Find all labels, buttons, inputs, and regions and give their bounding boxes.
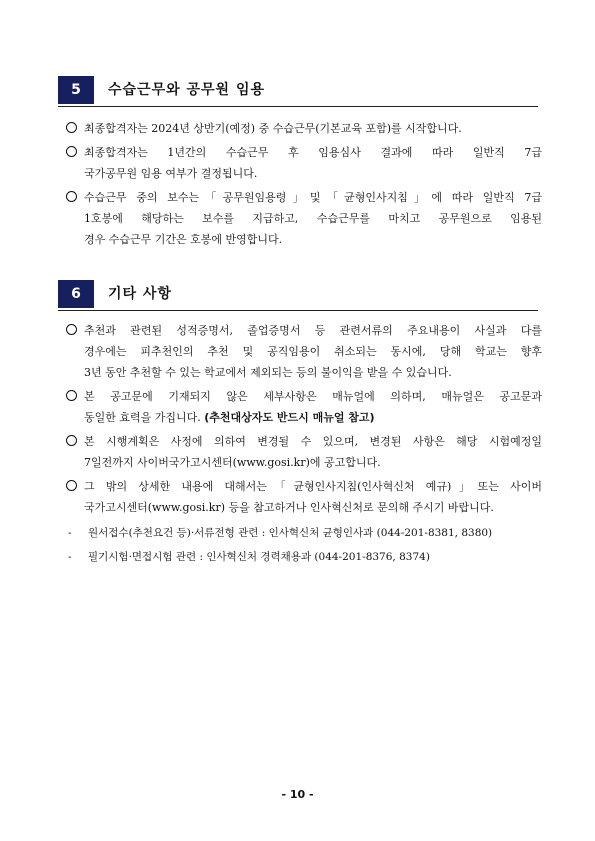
manual-effect-text: 동일한 효력을 가집니다. [84,411,201,424]
dash-bullet-icon: - [68,527,72,539]
list-item-text: 수습근무 중의 보수는「공무원임용령」및「균형인사지침」에 따라 일반직 7급 [84,191,542,204]
section-title: 수습근무와 공무원 임용 [108,82,265,98]
list-item-text: 그 밖의 상세한 내용에 대해서는「균형인사지침(인사혁신처 예규)」또는 사이버 [84,480,542,493]
circle-bullet-icon [66,324,77,335]
list-item-text: 3년 동안 추천할 수 있는 학교에서 제외되는 등의 불이익을 받을 수 있습니다. [84,366,452,379]
contact-text: 원서접수(추천요건 등)·서류전형 관련 : 인사혁신처 균형인사과 (044-201-8381, 8380) [88,527,493,539]
list-item-text: 본 공고문에 기재되지 않은 세부사항은 매뉴얼에 의하며, 매뉴얼은 공고문과 [84,390,542,403]
list-item-text: 국가고시센터(www.gosi.kr) 등을 참고하거나 인사혁신처로 문의해 주시기 바랍니다. [84,501,494,514]
circle-bullet-icon [66,435,77,446]
section-5-header [58,76,538,104]
section-title: 기타 사항 [108,286,172,302]
section-6-header [58,280,538,308]
dash-bullet-icon: - [68,551,72,563]
list-item-text: 본 시행계획은 사정에 의하여 변경될 수 있으며, 변경된 사항은 해당 시험예정일 [84,435,542,448]
list-item-text: 국가공무원 임용 여부가 결정됩니다. [84,167,258,180]
list-item-text: 7일전까지 사이버국가고시센터(www.gosi.kr)에 공고합니다. [84,456,381,469]
list-item [64,118,542,139]
list-item-text: 1호봉에 해당하는 보수를 지급하고, 수습근무를 마치고 공무원으로 임용된 [84,212,542,225]
list-item [64,476,542,518]
circle-bullet-icon [66,191,77,202]
section-5-list [64,118,542,253]
list-item-text: 최종합격자는 2024년 상반기(예정) 중 수습근무(기본교육 포함)를 시작합니다. [84,122,462,135]
list-item [64,386,542,428]
list-item-text: 추천과 관련된 성적증명서, 졸업증명서 등 관련서류의 주요내용이 사실과 다를 [84,324,542,337]
contact-item [64,545,542,569]
contact-text: 필기시험·면접시험 관련 : 인사혁신처 경력채용과 (044-201-8376, 8374) [88,551,430,563]
section-divider [58,310,538,311]
page-number: - 10 - [281,788,314,801]
section-number: 5 [58,76,94,104]
circle-bullet-icon [66,390,77,401]
circle-bullet-icon [66,146,77,157]
list-item [64,320,542,383]
list-item-text: 최종합격자는 1년간의 수습근무 후 임용심사 결과에 따라 일반직 7급 [84,146,542,159]
list-item-text: 경우 수습근무 기간은 호봉에 반영합니다. [84,233,283,246]
section-6-list [64,320,542,569]
section-number: 6 [58,280,94,308]
emphasis-note: (추천대상자도 반드시 매뉴얼 참고) [204,411,375,424]
list-item-text [84,407,542,428]
contact-item [64,521,542,545]
circle-bullet-icon [66,480,77,491]
list-item [64,187,542,250]
list-item [64,431,542,473]
list-item-text: 경우에는 피추천인의 추천 및 공직임용이 취소되는 동시에, 당해 학교는 향후 [84,345,542,358]
list-item [64,142,542,184]
circle-bullet-icon [66,122,77,133]
section-divider [58,106,538,107]
